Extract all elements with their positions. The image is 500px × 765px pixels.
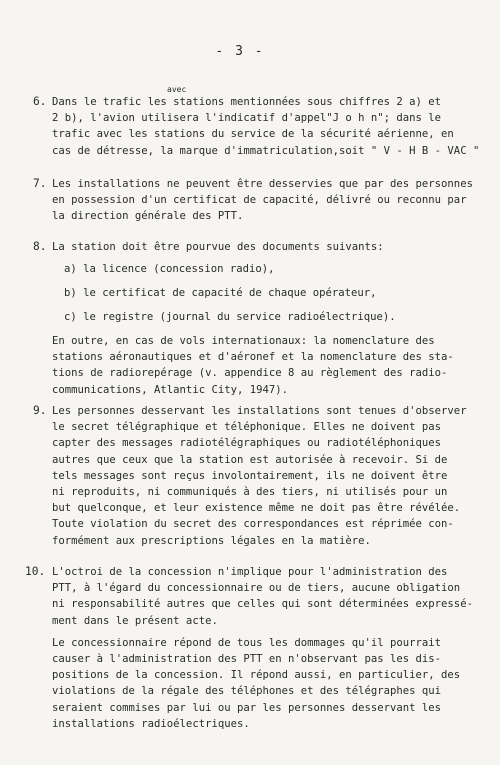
- clause-line: le secret télégraphique et téléphonique. Elles ne doivent pas: [52, 421, 442, 434]
- clause-body: [52, 239, 500, 398]
- clause-intro: La station doit être pourvue des documents suivants:: [52, 241, 384, 253]
- clause-line: Les personnes desservant les installations sont tenues d'observer: [52, 405, 467, 417]
- clause-number: 7.: [33, 177, 47, 190]
- clause-number: 9.: [33, 404, 47, 417]
- handwritten-insert: avec: [167, 85, 187, 94]
- clause-line: Les installations ne peuvent être desservies que par des personnes: [52, 178, 473, 190]
- clause-line: ni reproduits, ni communiqués à des tiers, ni utilisés pour un: [52, 485, 448, 498]
- clause-line: Toute violation du secret des correspondances est réprimée con-: [52, 518, 454, 531]
- clause-line: tels messages sont reçus involontairement, ils ne doivent être: [52, 469, 448, 482]
- page-number: - 3 -: [215, 44, 265, 59]
- clause-line: trafic avec les stations du service de la sécurité aérienne, en: [52, 128, 454, 141]
- clause-line: positions de la concession. Il répond aussi, en particulier, des: [52, 669, 461, 682]
- clause-line: but quelconque, et leur existence même ne doit pas être révélée.: [52, 502, 461, 515]
- clause-line: seraient commises par lui ou par les personnes desservant les: [52, 701, 442, 714]
- clause-line: communications, Atlantic City, 1947).: [52, 383, 288, 396]
- clause-line: 2 b), l'avion utilisera l'indicatif d'appel"J o h n"; dans le: [52, 112, 442, 125]
- document-item: b) le certificat de capacité de chaque opérateur,: [64, 287, 377, 299]
- clause-line: installations radioélectriques.: [52, 717, 250, 730]
- clause-number: 6.: [33, 95, 47, 108]
- clause-line: en possession d'un certificat de capacité, délivré ou reconnu par: [52, 194, 467, 207]
- clause-line: la direction générale des PTT.: [52, 210, 244, 223]
- clause-line: capter des messages radiotélégraphiques ou radiotéléphoniques: [52, 437, 442, 450]
- clause-line: En outre, en cas de vols internationaux: la nomenclature des: [52, 335, 435, 347]
- clause-number: 8.: [33, 240, 47, 253]
- document-item: c) le registre (journal du service radioélectrique).: [64, 311, 396, 323]
- clause-line: ni responsabilité autres que celles qui sont déterminées expressé-: [52, 598, 473, 611]
- clause-line: L'octroi de la concession n'implique pour l'administration des: [52, 566, 448, 578]
- clause-body: [52, 176, 500, 225]
- clause-line: causer à l'administration des PTT en n'observant pas les dis-: [52, 652, 442, 665]
- clause-line: stations aéronautiques et d'aéronef et la nomenclature des sta-: [52, 351, 454, 364]
- clause-body: [52, 564, 500, 732]
- clause-line: PTT, à l'égard du concessionnaire ou de tiers, aucune obligation: [52, 582, 461, 595]
- clause-body: [52, 85, 500, 159]
- clause-line: ment dans le présent acte.: [52, 614, 218, 627]
- clause-line: Le concessionnaire répond de tous les dommages qu'il pourrait: [52, 636, 442, 649]
- clause-line: cas de détresse, la marque d'immatriculation,soit " V - H B - VAC ": [52, 144, 480, 157]
- clause-line: formément aux prescriptions légales en la matière.: [52, 534, 371, 547]
- clause-line: Dans le trafic les stations mentionnées sous chiffres 2 a) et: [52, 96, 442, 108]
- clause-number: 10.: [25, 565, 46, 578]
- document-item: a) la licence (concession radio),: [64, 263, 275, 275]
- clause-line: violations de la régale des téléphones et des télégraphes qui: [52, 685, 442, 698]
- clause-line: autres que ceux que la station est autorisée à recevoir. Si de: [52, 453, 448, 466]
- clause-body: [52, 403, 500, 549]
- clause-line: tions de radiorepérage (v. appendice 8 au règlement des radio-: [52, 367, 448, 380]
